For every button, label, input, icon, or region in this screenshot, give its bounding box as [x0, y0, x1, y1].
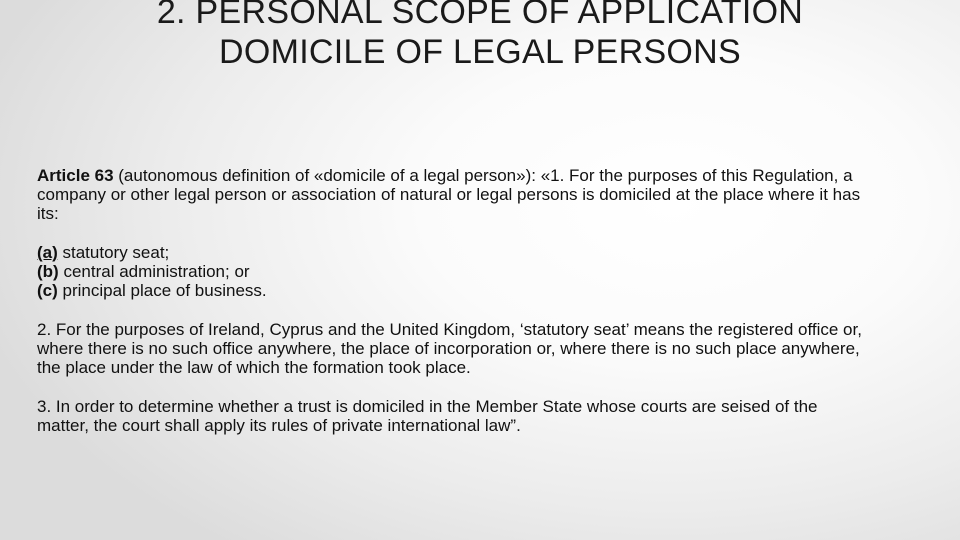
list-marker-c: (c): [37, 281, 58, 300]
article-label: Article 63: [37, 166, 114, 185]
list-text-c: principal place of business.: [57, 281, 267, 300]
paragraph-3: 3. In order to determine whether a trust is domiciled in the Member State whose courts are seised of the matter, the court shall apply its rules of private international law”.: [37, 397, 818, 435]
list-item-a: [37, 243, 867, 262]
list-text-b: central administration; or: [58, 262, 250, 281]
paragraph-2: 2. For the purposes of Ireland, Cyprus and the United Kingdom, ‘statutory seat’ means the registered office or, where there is no such office anywhere, the place of incorporation or, where there is no such place anywhere, the place under the law of which the formation took place.: [37, 320, 862, 377]
list-marker-b: (b): [37, 262, 59, 281]
slide-body: [37, 166, 867, 455]
article-intro: (autonomous definition of «domicile of a legal person»): «1. For the purposes of this Regulation, a company or other legal person or association of natural or legal persons is domiciled at the place where it has its:: [37, 166, 861, 223]
slide-title: 2. PERSONAL SCOPE OF APPLICATION DOMICILE OF LEGAL PERSONS: [156, 0, 804, 71]
list-text-a: statutory seat;: [57, 243, 170, 262]
article-63-paragraph: [37, 166, 867, 223]
list-marker-a: (a): [37, 243, 58, 262]
list-item-c: [37, 281, 867, 300]
list-item-b: [37, 262, 867, 281]
domicile-criteria-list: [37, 243, 867, 300]
